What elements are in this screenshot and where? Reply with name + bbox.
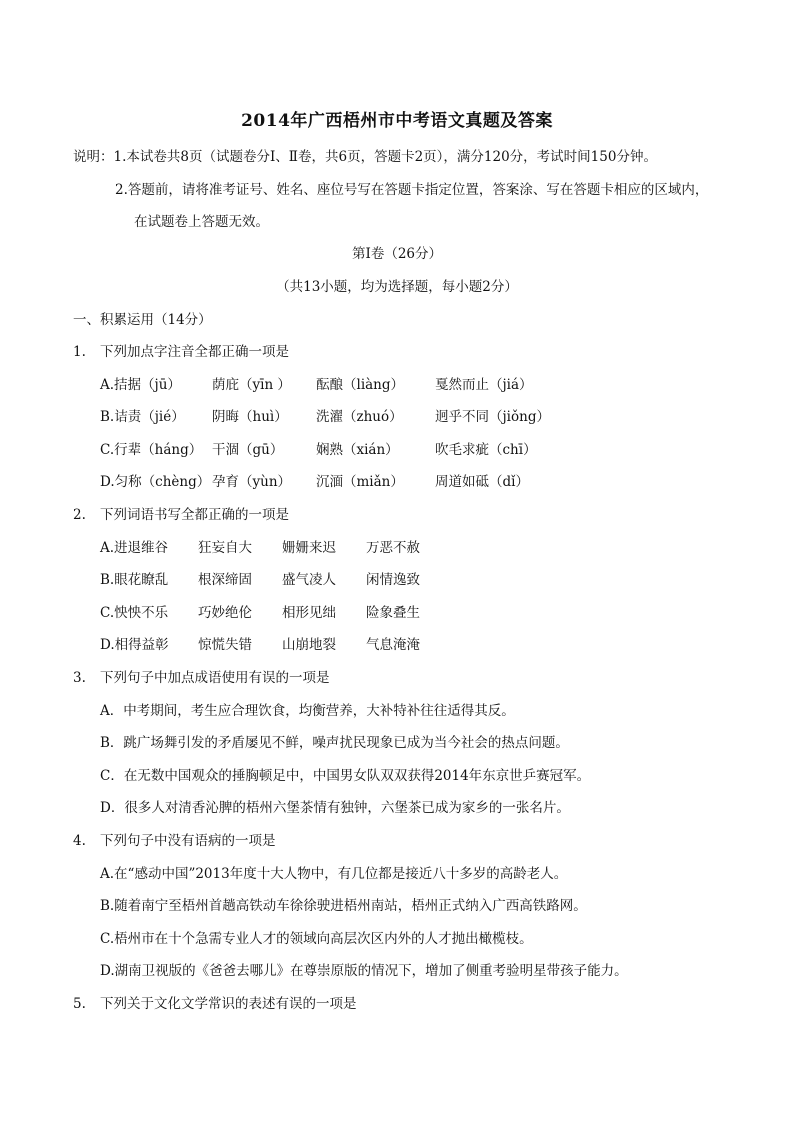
q1-option-c-4: 吹毛求疵（chī）	[435, 442, 537, 458]
question-text: 下列句子中没有语病的一项是	[100, 833, 276, 849]
q2-option-c-2: 巧妙绝伦	[198, 605, 252, 621]
volume-subheading: （共13小题，均为选择题，每小题2分）	[276, 279, 518, 295]
q2-option-c-4: 险象叠生	[366, 605, 420, 621]
section-heading: 一、积累运用（14分）	[73, 312, 212, 328]
q2-option-a-2: 狂妄自大	[198, 540, 252, 556]
question-text: 下列句子中加点成语使用有误的一项是	[100, 670, 330, 686]
q1-option-d-2: 孕育（yùn）	[212, 474, 292, 490]
q1-option-b-4: 迥乎不同（jiǒng）	[435, 409, 550, 425]
instruction-line-3: 在试题卷上答题无效。	[134, 214, 269, 230]
instruction-line-2: 2.答题前，请将准考证号、姓名、座位号写在答题卡指定位置，答案涂、写在答题卡相应的区域内，	[115, 182, 709, 198]
q2-option-b-3: 盛气凌人	[282, 572, 336, 588]
page-title: 2014年广西梧州市中考语文真题及答案	[241, 111, 553, 131]
q4-option-c: C.梧州市在十个急需专业人才的领域向高层次区内外的人才抛出橄榄枝。	[100, 931, 533, 947]
q2-option-d-4: 气息淹淹	[366, 637, 420, 653]
q1-option-b-3: 洗濯（zhuó）	[316, 409, 403, 425]
q1-option-c-1: C.行辈（háng）	[100, 442, 203, 458]
volume-heading: 第Ⅰ卷（26分）	[351, 246, 442, 262]
q2-option-d-2: 惊慌失错	[198, 637, 252, 653]
q1-option-b-2: 阴晦（huì）	[212, 409, 288, 425]
q2-option-a-1: A.进退维谷	[100, 540, 169, 556]
question-number: 2.	[73, 507, 86, 523]
q2-option-b-1: B.眼花瞭乱	[100, 572, 169, 588]
q2-option-a-3: 姗姗来迟	[282, 540, 336, 556]
q1-option-d-3: 沉湎（miǎn）	[316, 474, 404, 490]
q4-option-a: A.在“感动中国”2013年度十大人物中，有几位都是接近八十多岁的高龄老人。	[100, 866, 568, 882]
q2-option-d-1: D.相得益彰	[100, 637, 169, 653]
question-text: 下列关于文化文学常识的表述有误的一项是	[100, 996, 357, 1012]
question-number: 5.	[73, 996, 86, 1012]
q3-option-b: B．跳广场舞引发的矛盾屡见不鲜，噪声扰民现象已成为当今社会的热点问题。	[100, 735, 569, 751]
instruction-line-1: 说明：1.本试卷共8页（试题卷分Ⅰ、Ⅱ卷，共6页，答题卡2页），满分120分，考试时间150分钟。	[73, 149, 657, 165]
q1-option-a-1: A.拮据（jū）	[100, 377, 181, 393]
q1-option-b-1: B.诘责（jié）	[100, 409, 185, 425]
q2-option-a-4: 万恶不赦	[366, 540, 420, 556]
q2-option-c-1: C.怏怏不乐	[100, 605, 169, 621]
q1-option-a-4: 戛然而止（jiá）	[435, 377, 533, 393]
question-text: 下列加点字注音全都正确一项是	[100, 344, 289, 360]
q3-option-c: C．在无数中国观众的捶胸顿足中，中国男女队双双获得2014年东京世乒赛冠军。	[100, 768, 591, 784]
question-number: 3.	[73, 670, 86, 686]
question-text: 下列词语书写全都正确的一项是	[100, 507, 289, 523]
q3-option-d: D．很多人对清香沁脾的梧州六堡茶情有独钟，六堡茶已成为家乡的一张名片。	[100, 800, 570, 816]
q4-option-d: D.湖南卫视版的《爸爸去哪儿》在尊崇原版的情况下，增加了侧重考验明星带孩子能力。	[100, 963, 628, 979]
q4-option-b: B.随着南宁至梧州首趟高铁动车徐徐驶进梧州南站，梧州正式纳入广西高铁路网。	[100, 898, 587, 914]
q1-option-d-1: D.匀称（chèng）	[100, 474, 211, 490]
q1-option-d-4: 周道如砥（dǐ）	[435, 474, 529, 490]
q1-option-c-3: 娴熟（xián）	[316, 442, 399, 458]
question-number: 4.	[73, 833, 86, 849]
q2-option-c-3: 相形见绌	[282, 605, 336, 621]
q2-option-b-2: 根深缔固	[198, 572, 252, 588]
q3-option-a: A．中考期间，考生应合理饮食，均衡营养，大补特补往往适得其反。	[100, 703, 515, 719]
question-number: 1.	[73, 344, 86, 360]
q1-option-c-2: 干涸（gū）	[212, 442, 284, 458]
q2-option-d-3: 山崩地裂	[282, 637, 336, 653]
q1-option-a-2: 荫庇（yīn ）	[212, 377, 291, 393]
q2-option-b-4: 闲情逸致	[366, 572, 420, 588]
q1-option-a-3: 酝酿（liàng）	[316, 377, 405, 393]
